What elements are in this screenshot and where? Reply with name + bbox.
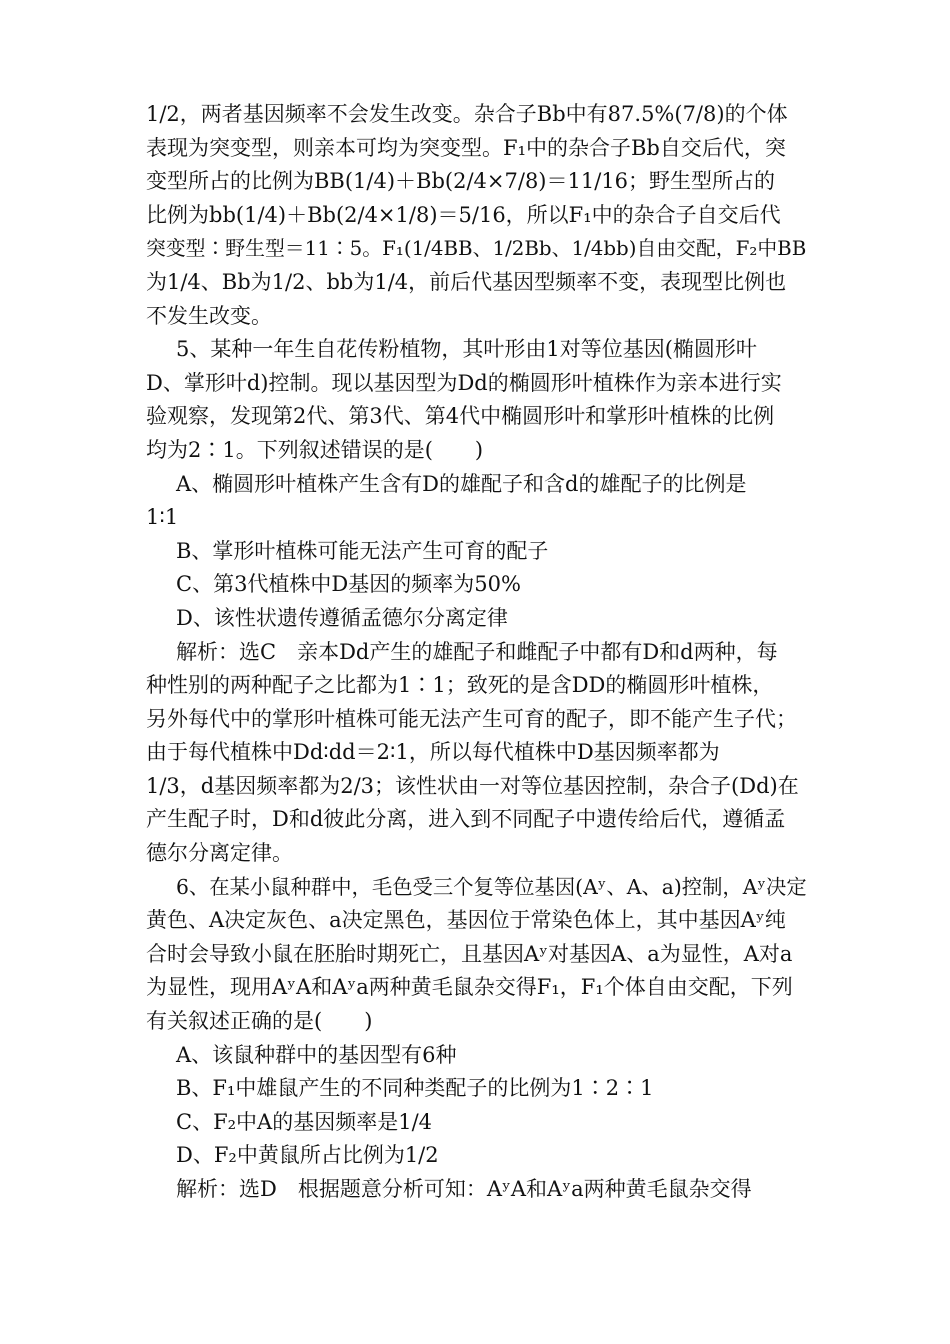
text-line: 变型所占的比例为BB(1/4)＋Bb(2/4×7/8)＝11/16；野生型所占的 [146, 169, 776, 194]
answer-line: 德尔分离定律。 [146, 841, 293, 866]
text-line: 表现为突变型，则亲本可均为突变型。F₁中的杂合子Bb自交后代，突 [146, 135, 786, 160]
previous-answer-continuation [146, 98, 810, 333]
answer-line: 产生配子时，D和d彼此分离，进入到不同配子中遗传给后代，遵循孟 [146, 807, 786, 832]
answer-line: 解析：选D 根据题意分析可知：AʸA和Aʸa两种黄毛鼠杂交得 [176, 1177, 752, 1201]
question-6-option-c: C、F₂中A的基因频率是1/4 [176, 1109, 433, 1134]
question-5-option-d: D、该性状遗传遵循孟德尔分离定律 [176, 605, 508, 630]
question-5-stem-line: D、掌形叶d)控制。现以基因型为Dd的椭圆形叶植株作为亲本进行实 [146, 370, 782, 395]
text-line: 1/2，两者基因频率不会发生改变。杂合子Bb中有87.5%(7/8)的个体 [146, 102, 788, 126]
question-5 [146, 333, 810, 635]
answer-line: 1/3，d基因频率都为2/3；该性状由一对等位基因控制，杂合子(Dd)在 [146, 773, 799, 798]
question-6-stem-line: 黄色、A决定灰色、a决定黑色，基因位于常染色体上，其中基因Aʸ纯 [146, 908, 786, 933]
question-5-option-a-continuation: 1∶1 [146, 505, 179, 530]
document-body [146, 98, 810, 1207]
question-5-stem-line: 验观察，发现第2代、第3代、第4代中椭圆形叶和掌形叶植株的比例 [146, 404, 775, 429]
answer-line: 种性别的两种配子之比都为1∶1；致死的是含DD的椭圆形叶植株， [146, 673, 774, 698]
question-5-option-b: B、掌形叶植株可能无法产生可育的配子 [176, 538, 549, 563]
text-line: 突变型∶野生型＝11∶5。F₁(1/4BB、1/2Bb、1/4bb)自由交配，F₂中BB [146, 237, 807, 261]
question-6-stem-line: 有关叙述正确的是( ) [146, 1009, 373, 1034]
question-6-option-a: A、该鼠种群中的基因型有6种 [176, 1042, 457, 1067]
text-line: 为1/4、Bb为1/2、bb为1/4，前后代基因型频率不变，表现型比例也 [146, 269, 787, 294]
question-5-stem-line: 5、某种一年生自花传粉植物，其叶形由1对等位基因(椭圆形叶 [176, 337, 757, 362]
question-6 [146, 871, 810, 1173]
question-6-stem-line: 6、在某小鼠种群中，毛色受三个复等位基因(Aʸ、A、a)控制，Aʸ决定 [176, 874, 807, 899]
question-6-stem-line: 合时会导致小鼠在胚胎时期死亡，且基因Aʸ对基因A、a为显性，A对a [146, 941, 793, 966]
text-line: 不发生改变。 [146, 303, 272, 328]
question-5-answer [146, 636, 810, 871]
question-5-option-c: C、第3代植株中D基因的频率为50% [176, 572, 521, 597]
question-5-stem-line: 均为2∶1。下列叙述错误的是( ) [146, 437, 484, 462]
text-line: 比例为bb(1/4)＋Bb(2/4×1/8)＝5/16，所以F₁中的杂合子自交后代 [146, 202, 781, 227]
question-6-stem-line: 为显性，现用AʸA和Aʸa两种黄毛鼠杂交得F₁，F₁个体自由交配，下列 [146, 975, 793, 1000]
question-6-answer [146, 1173, 810, 1207]
question-6-option-b: B、F₁中雄鼠产生的不同种类配子的比例为1∶2∶1 [176, 1076, 654, 1101]
question-5-option-a: A、椭圆形叶植株产生含有D的雄配子和含d的雄配子的比例是 [176, 471, 747, 496]
answer-line: 由于每代植株中Dd∶dd＝2∶1，所以每代植株中D基因频率都为 [146, 740, 720, 765]
answer-line: 另外每代中的掌形叶植株可能无法产生可育的配子，即不能产生子代； [146, 706, 797, 731]
question-6-option-d: D、F₂中黄鼠所占比例为1/2 [176, 1143, 439, 1168]
answer-line: 解析：选C 亲本Dd产生的雄配子和雌配子中都有D和d两种，每 [176, 639, 778, 664]
